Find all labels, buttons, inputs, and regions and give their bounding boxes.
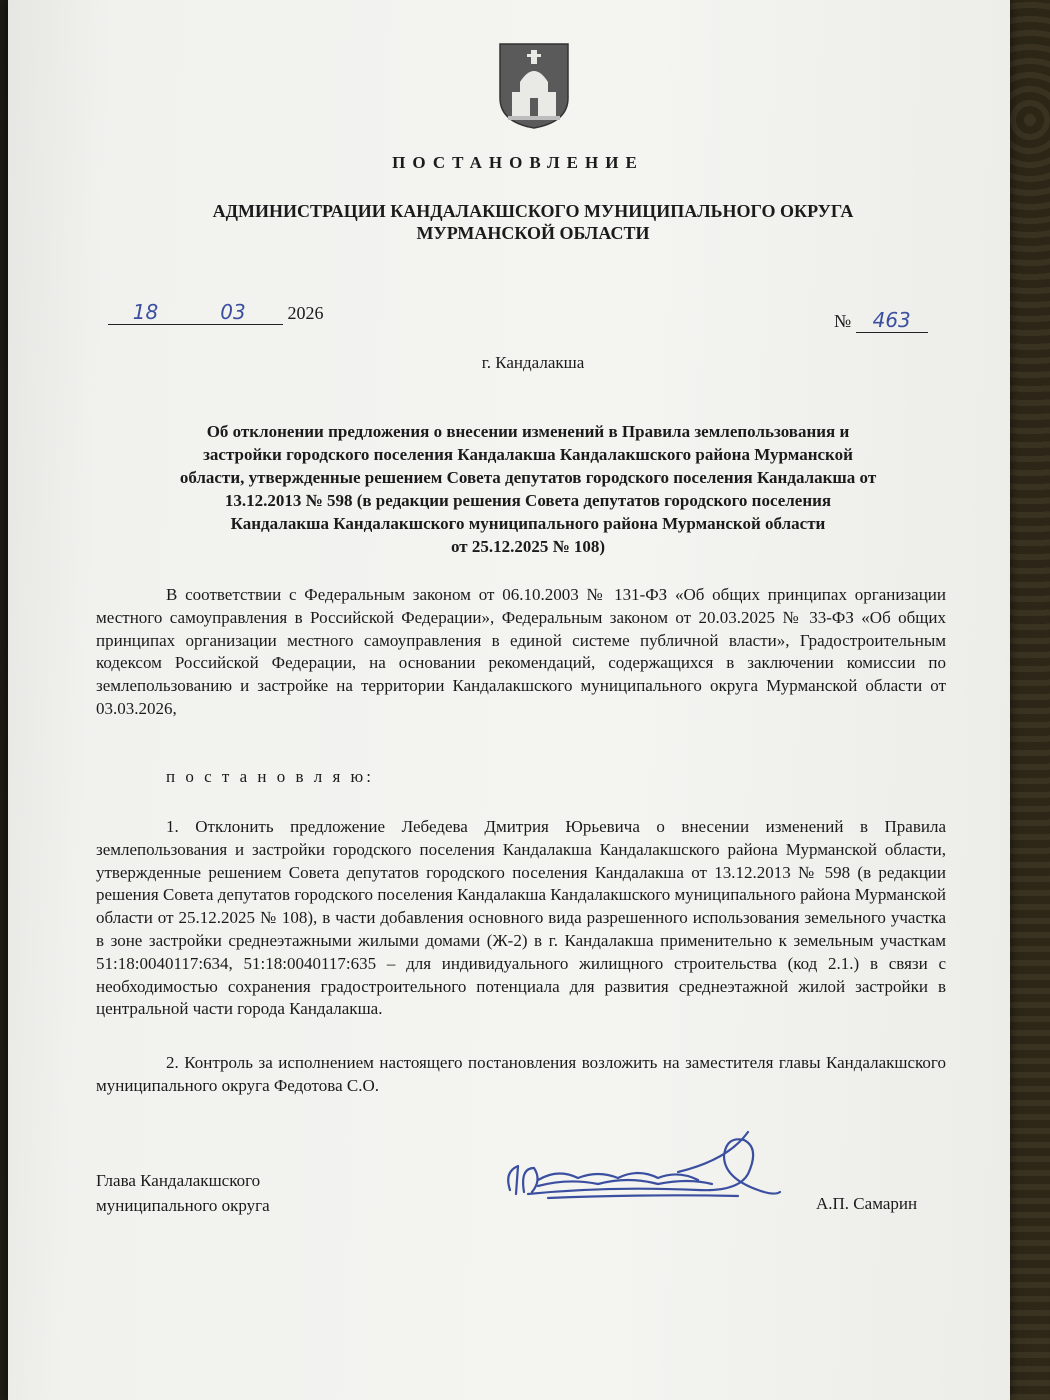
position-line-2: муниципального округа <box>96 1196 270 1215</box>
coat-of-arms-icon <box>498 42 570 130</box>
document-year: 2026 <box>287 303 324 323</box>
document-date <box>108 300 324 325</box>
decree-item-2: 2. Контроль за исполнением настоящего постановления возложить на заместителя главы Кандалакшского муниципального округа Федотова С.О. <box>96 1053 946 1095</box>
subject-line: застройки городского поселения Кандалакша Кандалакшского района Мурманской <box>203 445 853 464</box>
subject-line: Кандалакша Кандалакшского муниципального района Мурманской области <box>230 514 826 533</box>
number-prefix: № <box>834 311 852 331</box>
document-subject <box>118 420 938 558</box>
document-type: ПОСТАНОВЛЕНИЕ <box>392 153 644 172</box>
handwritten-number: 463 <box>872 308 911 332</box>
subject-line: области, утвержденные решением Совета депутатов городского поселения Кандалакша от <box>179 468 877 487</box>
handwritten-month: 03 <box>220 300 246 324</box>
subject-line: Об отклонении предложения о внесении изменений в Правила землепользования и <box>206 422 850 441</box>
handwritten-signature <box>498 1120 788 1210</box>
signatory-name: А.П. Самарин <box>816 1194 918 1213</box>
issuing-authority <box>8 200 1050 244</box>
document-city: г. Кандалакша <box>481 353 585 372</box>
preamble-paragraph: В соответствии с Федеральным законом от 06.10.2003 № 131-ФЗ «Об общих принципах организации местного самоуправления в Российской Федерации», Федеральным законом от 20.03.2025 № 33-ФЗ «Об общих принципах организации местного самоуправления в единой системе публичной власти», Градостроительным кодексом Российской Федерации, на основании рекомендаций, содержащихся в заключении комиссии по землепользованию и застройке на территории Кандалакшского муниципального округа Мурманской области от 03.03.2026, <box>96 585 946 718</box>
position-line-1: Глава Кандалакшского <box>96 1171 261 1190</box>
document-number <box>834 308 928 333</box>
document-sheet <box>8 0 1010 1400</box>
decree-item-1: 1. Отклонить предложение Лебедева Дмитрия Юрьевича о внесении изменений в Правила землепользования и застройки городского поселения Кандалакша Кандалакшского района Мурманской области, утвержденные решением Совета депутатов городского поселения Кандалакша от 13.12.2013 № 598 (в редакции решения Совета депутатов городского поселения Кандалакша Кандалакшского муниципального района Мурманской области от 25.12.2025 № 108), в части добавления основного вида разрешенного использования земельного участка в зоне застройки среднеэтажными жилыми домами (Ж-2) в г. Кандалакша применительно к земельным участкам 51:18:0040117:634, 51:18:0040117:635 – для индивидуального жилищного строительства (код 2.1.) в связи с необходимостью сохранения градостроительного потенциала для развития среднеэтажной жилой застройки в центральной части города Кандалакша. <box>96 817 946 1019</box>
authority-line-1: АДМИНИСТРАЦИИ КАНДАЛАКШСКОГО МУНИЦИПАЛЬНОГО ОКРУГА <box>212 201 854 221</box>
subject-line: от 25.12.2025 № 108) <box>450 537 606 556</box>
subject-line: 13.12.2013 № 598 (в редакции решения Совета депутатов городского поселения <box>224 491 832 510</box>
authority-line-2: МУРМАНСКОЙ ОБЛАСТИ <box>416 223 650 243</box>
signatory-position <box>96 1168 270 1218</box>
handwritten-day: 18 <box>132 300 159 324</box>
decree-word: п о с т а н о в л я ю: <box>166 767 374 786</box>
